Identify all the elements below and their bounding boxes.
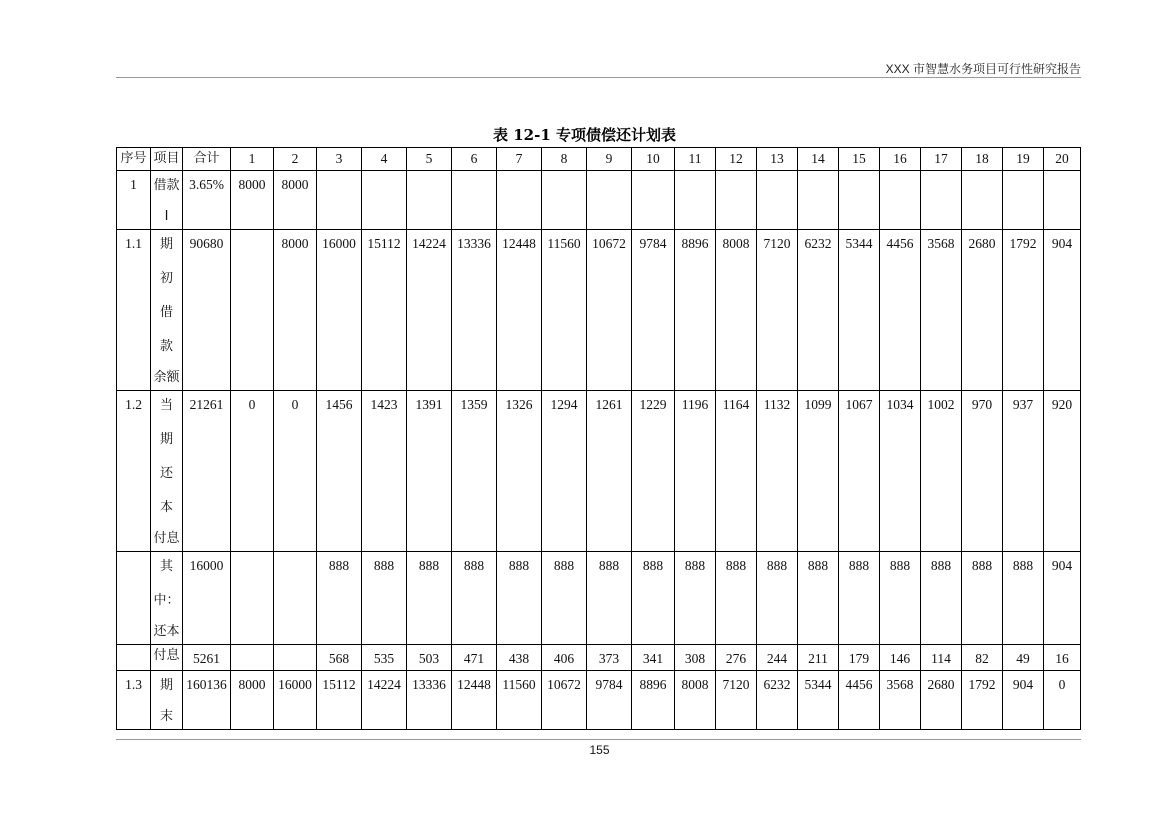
year-value-cell: 0: [231, 391, 274, 552]
year-value-cell: 1423: [362, 391, 407, 552]
year-value-cell: 888: [632, 552, 675, 645]
item-label-line: 余额: [153, 370, 180, 385]
year-value-cell: [839, 171, 880, 230]
year-value-cell: 0: [274, 391, 317, 552]
row-total-cell: 21261: [183, 391, 231, 552]
year-value-cell: 438: [497, 645, 542, 671]
year-value-cell: 568: [317, 645, 362, 671]
column-header: 18: [962, 148, 1003, 171]
item-label-line: 还本: [153, 624, 180, 639]
column-header: 合计: [183, 148, 231, 171]
year-value-cell: 276: [716, 645, 757, 671]
item-label-line: 付息: [153, 531, 180, 546]
year-value-cell: 244: [757, 645, 798, 671]
year-value-cell: 82: [962, 645, 1003, 671]
table-row: [117, 171, 1081, 230]
column-header: 19: [1003, 148, 1044, 171]
year-value-cell: 7120: [716, 671, 757, 730]
year-value-cell: 888: [675, 552, 716, 645]
column-header: 序号: [117, 148, 151, 171]
item-label-line: 其: [159, 559, 173, 574]
item-label-line: 借款: [153, 178, 180, 193]
year-value-cell: [1044, 171, 1081, 230]
year-value-cell: 1792: [1003, 230, 1044, 391]
item-label-line: 付息: [153, 648, 180, 663]
year-value-cell: 15112: [362, 230, 407, 391]
year-value-cell: [452, 171, 497, 230]
item-label-line: 末: [159, 709, 173, 724]
item-label-line: 还: [159, 466, 173, 481]
year-value-cell: 13336: [452, 230, 497, 391]
column-header: 11: [675, 148, 716, 171]
year-value-cell: 2680: [962, 230, 1003, 391]
year-value-cell: 888: [921, 552, 962, 645]
year-value-cell: [317, 171, 362, 230]
row-item-cell: [151, 552, 183, 645]
year-value-cell: 1261: [587, 391, 632, 552]
row-number-cell: 1.3: [117, 671, 151, 730]
year-value-cell: [675, 171, 716, 230]
row-total-cell: 5261: [183, 645, 231, 671]
year-value-cell: 1099: [798, 391, 839, 552]
year-value-cell: 49: [1003, 645, 1044, 671]
year-value-cell: 1456: [317, 391, 362, 552]
year-value-cell: 1294: [542, 391, 587, 552]
row-total-cell: 90680: [183, 230, 231, 391]
year-value-cell: 15112: [317, 671, 362, 730]
item-label-line: 期: [159, 237, 173, 252]
year-value-cell: 1229: [632, 391, 675, 552]
year-value-cell: 11560: [497, 671, 542, 730]
year-value-cell: 2680: [921, 671, 962, 730]
year-value-cell: 114: [921, 645, 962, 671]
year-value-cell: 3568: [880, 671, 921, 730]
column-header: 15: [839, 148, 880, 171]
year-value-cell: 888: [407, 552, 452, 645]
row-total-cell: 16000: [183, 552, 231, 645]
table-row: [117, 645, 1081, 671]
year-value-cell: 888: [362, 552, 407, 645]
row-total-cell: 3.65%: [183, 171, 231, 230]
year-value-cell: 1034: [880, 391, 921, 552]
year-value-cell: 341: [632, 645, 675, 671]
year-value-cell: 12448: [452, 671, 497, 730]
year-value-cell: [542, 171, 587, 230]
year-value-cell: 4456: [839, 671, 880, 730]
column-header: 14: [798, 148, 839, 171]
column-header: 3: [317, 148, 362, 171]
column-header: 16: [880, 148, 921, 171]
table-title: 表 12-1 专项债偿还计划表: [493, 126, 676, 144]
row-number-cell: [117, 552, 151, 645]
year-value-cell: 1002: [921, 391, 962, 552]
repayment-plan-table: [116, 147, 1081, 730]
column-header: 4: [362, 148, 407, 171]
year-value-cell: 888: [452, 552, 497, 645]
year-value-cell: 888: [497, 552, 542, 645]
item-label-line: 期: [159, 678, 173, 693]
year-value-cell: [716, 171, 757, 230]
year-value-cell: [362, 171, 407, 230]
item-label-line: 初: [159, 271, 173, 286]
year-value-cell: 888: [716, 552, 757, 645]
year-value-cell: 10672: [587, 230, 632, 391]
row-number-cell: [117, 645, 151, 671]
year-value-cell: 14224: [362, 671, 407, 730]
year-value-cell: [1003, 171, 1044, 230]
item-label-line: 本: [159, 500, 173, 515]
row-number-cell: 1: [117, 171, 151, 230]
year-value-cell: 16000: [317, 230, 362, 391]
row-item-cell: [151, 230, 183, 391]
year-value-cell: 4456: [880, 230, 921, 391]
year-value-cell: 7120: [757, 230, 798, 391]
year-value-cell: [274, 645, 317, 671]
year-value-cell: [231, 230, 274, 391]
year-value-cell: [497, 171, 542, 230]
row-item-cell: [151, 171, 183, 230]
year-value-cell: 146: [880, 645, 921, 671]
year-value-cell: 1067: [839, 391, 880, 552]
page-number: 155: [589, 743, 610, 757]
item-label-line: 中：: [153, 593, 180, 608]
year-value-cell: 1792: [962, 671, 1003, 730]
year-value-cell: 9784: [632, 230, 675, 391]
table-row: [117, 230, 1081, 391]
table-row: [117, 671, 1081, 730]
year-value-cell: [231, 645, 274, 671]
year-value-cell: 888: [757, 552, 798, 645]
year-value-cell: 904: [1044, 230, 1081, 391]
year-value-cell: 3568: [921, 230, 962, 391]
year-value-cell: 6232: [798, 230, 839, 391]
year-value-cell: 16: [1044, 645, 1081, 671]
year-value-cell: 888: [317, 552, 362, 645]
year-value-cell: [921, 171, 962, 230]
year-value-cell: 904: [1003, 671, 1044, 730]
running-header: XXX 市智慧水务项目可行性研究报告: [885, 62, 1081, 76]
column-header: 项目: [151, 148, 183, 171]
header-divider: [116, 77, 1081, 78]
year-value-cell: 0: [1044, 671, 1081, 730]
year-value-cell: 888: [1003, 552, 1044, 645]
year-value-cell: 10672: [542, 671, 587, 730]
row-number-cell: 1.1: [117, 230, 151, 391]
year-value-cell: 1391: [407, 391, 452, 552]
year-value-cell: 8896: [632, 671, 675, 730]
item-label-line: 期: [159, 432, 173, 447]
row-total-cell: 160136: [183, 671, 231, 730]
column-header: 8: [542, 148, 587, 171]
column-header: 6: [452, 148, 497, 171]
column-header: 9: [587, 148, 632, 171]
year-value-cell: 373: [587, 645, 632, 671]
column-header: 5: [407, 148, 452, 171]
column-header: 13: [757, 148, 798, 171]
year-value-cell: 1326: [497, 391, 542, 552]
table-row: [117, 391, 1081, 552]
year-value-cell: 920: [1044, 391, 1081, 552]
year-value-cell: 937: [1003, 391, 1044, 552]
year-value-cell: 888: [587, 552, 632, 645]
row-item-cell: [151, 391, 183, 552]
year-value-cell: 5344: [839, 230, 880, 391]
year-value-cell: 9784: [587, 671, 632, 730]
year-value-cell: 1196: [675, 391, 716, 552]
column-header: 10: [632, 148, 675, 171]
year-value-cell: [632, 171, 675, 230]
year-value-cell: 8008: [675, 671, 716, 730]
year-value-cell: 211: [798, 645, 839, 671]
row-number-cell: 1.2: [117, 391, 151, 552]
year-value-cell: 16000: [274, 671, 317, 730]
item-label-line: 当: [159, 398, 173, 413]
year-value-cell: [798, 171, 839, 230]
column-header: 7: [497, 148, 542, 171]
year-value-cell: 535: [362, 645, 407, 671]
year-value-cell: 888: [880, 552, 921, 645]
item-label-line: 款: [159, 339, 173, 354]
year-value-cell: 1164: [716, 391, 757, 552]
column-header: 20: [1044, 148, 1081, 171]
year-value-cell: 6232: [757, 671, 798, 730]
footer-divider: [116, 739, 1081, 740]
year-value-cell: 8008: [716, 230, 757, 391]
row-item-cell: [151, 645, 183, 671]
year-value-cell: 8896: [675, 230, 716, 391]
table-header-row: [117, 148, 1081, 171]
year-value-cell: 5344: [798, 671, 839, 730]
year-value-cell: 888: [798, 552, 839, 645]
year-value-cell: [880, 171, 921, 230]
year-value-cell: 308: [675, 645, 716, 671]
year-value-cell: 503: [407, 645, 452, 671]
column-header: 12: [716, 148, 757, 171]
year-value-cell: 8000: [231, 671, 274, 730]
year-value-cell: [274, 552, 317, 645]
year-value-cell: 888: [542, 552, 587, 645]
year-value-cell: [962, 171, 1003, 230]
year-value-cell: 179: [839, 645, 880, 671]
year-value-cell: 888: [839, 552, 880, 645]
item-label-line: I: [164, 209, 169, 224]
column-header: 1: [231, 148, 274, 171]
year-value-cell: 1359: [452, 391, 497, 552]
year-value-cell: [587, 171, 632, 230]
year-value-cell: [757, 171, 798, 230]
year-value-cell: 904: [1044, 552, 1081, 645]
year-value-cell: 12448: [497, 230, 542, 391]
year-value-cell: 8000: [274, 171, 317, 230]
year-value-cell: 11560: [542, 230, 587, 391]
year-value-cell: [231, 552, 274, 645]
year-value-cell: 888: [962, 552, 1003, 645]
year-value-cell: 1132: [757, 391, 798, 552]
year-value-cell: 14224: [407, 230, 452, 391]
year-value-cell: 8000: [231, 171, 274, 230]
year-value-cell: 8000: [274, 230, 317, 391]
year-value-cell: [407, 171, 452, 230]
year-value-cell: 471: [452, 645, 497, 671]
column-header: 2: [274, 148, 317, 171]
year-value-cell: 970: [962, 391, 1003, 552]
column-header: 17: [921, 148, 962, 171]
year-value-cell: 13336: [407, 671, 452, 730]
year-value-cell: 406: [542, 645, 587, 671]
row-item-cell: [151, 671, 183, 730]
item-label-line: 借: [159, 305, 173, 320]
table-row: [117, 552, 1081, 645]
